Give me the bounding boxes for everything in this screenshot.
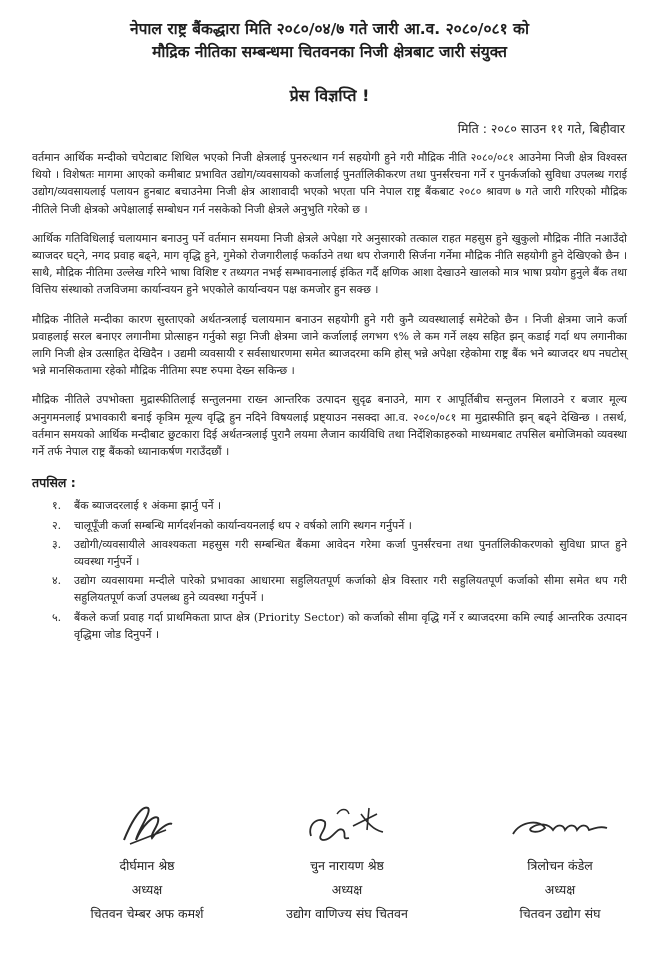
signatory-1 (72, 800, 222, 926)
handwritten-signature-1 (112, 800, 182, 850)
list-item (52, 536, 627, 570)
tapsil-list (32, 497, 627, 643)
list-item-number: ४. (52, 574, 62, 588)
document-title (32, 18, 627, 64)
signatory-org: उद्योग वाणिज्य संघ चितवन (286, 906, 408, 921)
paragraph-3: मौद्रिक नीतिले मन्दीका कारण सुस्ताएको अर्थतन्त्रलाई चलायमान बनाउन सहयोगी हुने गरी कुनै व्यवस्थालाई समेटेको छैन । निजी क्षेत्रमा जाने कर्जा प्रवाहलाई सरल बनाएर लगानीमा प्रोत्साहन गर्नुको सट्टा निजी क्षेत्रमा जाने कर्जालाई लगभग ९% ले कम गर्ने लक्ष्य सहित झन् कडाई गर्दा थप लगानीका लागि निजी क्षेत्र उत्साहित देखिदैन । उद्यमी व्यवसायी र सर्वसाधारणमा समेत ब्याजदरमा कमि होस् भन्ने अपेक्षा रहेकोमा राष्ट्र बैंक भने ब्याजदर थप नघटोस् भन्ने मानसिकतामा रहेको मौद्रिक नीतिमा स्पष्ट रुपमा देख्न सकिन्छ । (32, 312, 627, 378)
signatory-name: दीर्घमान श्रेष्ठ (119, 858, 175, 873)
signatory-role: अध्यक्ष (131, 882, 163, 897)
paragraph-1: वर्तमान आर्थिक मन्दीको चपेटाबाट शिथिल भएको निजी क्षेत्रलाई पुनरुत्थान गर्न सहयोगी हुने गरी मौद्रिक नीति २०८०/०८१ आउनेमा निजी क्षेत्र विश्वस्त थियो । विशेषतः मागमा आएको कमीबाट प्रभावित उद्योग/व्यवसायको कर्जालाई पुनर्तालिकीकरण तथा पुनर्संरचना गर्ने र पुनर्कर्जाको सुविधा उपलब्ध गराई उद्योग/व्यवसायलाई पलायन हुनबाट बचाउनेमा निजी क्षेत्र आशावादी भएको भएता पनि नेपाल राष्ट्र बैंकबाट २०८० श्रावण ७ गते जारी गरिएको मौद्रिक नीतिले निजी क्षेत्रको अपेक्षालाई सम्बोधन गर्न नसकेको निजी क्षेत्रले अनुभुति गरेको छ । (32, 151, 627, 216)
signatory-org: चितवन चेम्बर अफ कमर्श (90, 906, 204, 921)
signatory-role: अध्यक्ष (544, 882, 576, 897)
signature-block (0, 800, 655, 960)
list-item (52, 609, 627, 643)
list-item-number: ५. (52, 610, 62, 624)
title-line-2: मौद्रिक नीतिका सम्बन्धमा चितवनका निजी क्षेत्रबाट जारी संयुक्त (152, 43, 507, 61)
list-item-number: ३. (52, 537, 62, 551)
list-item-text: उद्योगी/व्यवसायीले आवश्यकता महसुस गरी सम्बन्धित बैंकमा आवेदन गरेमा कर्जा पुनर्संरचना तथा पुनर्तालिकीकरणको सुविधा प्राप्त हुने व्यवस्था गर्नुपर्ने । (74, 537, 627, 569)
list-item (52, 572, 627, 606)
tapsil-heading: तपसिल : (32, 475, 76, 491)
list-item-text: उद्योग व्यवसायमा मन्दीले पारेको प्रभावका आधारमा सहुलियतपूर्ण कर्जाको क्षेत्र विस्तार गरी सहुलियतपूर्ण कर्जाको सीमा समेत थप गरी सहुलियतपूर्ण कर्जा उपलब्ध हुने व्यवस्था गर्नुपर्ने । (74, 574, 627, 605)
list-item (52, 517, 627, 534)
paragraph-2: आर्थिक गतिविधिलाई चलायमान बनाउनु पर्ने वर्तमान समयमा निजी क्षेत्रले अपेक्षा गरे अनुसारको तत्काल राहत महसुस हुने खुकुलो मौद्रिक नीति नआउँदो ब्याजदर घट्ने, नगद प्रवाह बढ्ने, माग वृद्धि हुने, गुमेको रोजगारीलाई फर्काउने तथा थप रोजगारी सिर्जना गर्नेमा मौद्रिक नीति सहयोगी हुने देखिएको छैन । साथै, मौद्रिक नीतिमा उल्लेख गरिने भाषा विशिष्ट र तथ्यगत नभई सम्भावनालाई इंकित गर्दै क्षणिक आशा देखाउने खालको मात्र भाषा प्रयोग हुनुले बैंक तथा वित्तिय संस्थाको तजविजमा कार्यान्वयन हुने भएकोले कार्यान्वयन पक्ष कमजोर हुन सक्छ । (32, 231, 628, 297)
signatory-3 (490, 800, 630, 926)
list-item-number: १. (52, 499, 62, 513)
list-item-number: २. (52, 518, 62, 532)
handwritten-signature-3 (505, 800, 615, 850)
list-item-text: बैंक ब्याजदरलाई १ अंकमा झार्नु पर्ने । (74, 499, 222, 513)
document-body (32, 149, 627, 643)
list-item (52, 497, 627, 514)
list-item-text: चालूपूँजी कर्जा सम्बन्धि मार्गदर्शनको कार्यान्वयनलाई थप २ वर्षको लागि स्थगन गर्नुपर्ने । (74, 518, 412, 532)
list-item-text: बैंकले कर्जा प्रवाह गर्दा प्राथमिकता प्राप्त क्षेत्र (Priority Sector) को कर्जाको सीमा वृद्धि गर्ने र ब्याजदरमा कमि ल्याई आन्तरिक उत्पादन वृद्धिमा जोड दिनुपर्ने । (74, 610, 627, 641)
signatory-org: चितवन उद्योग संघ (519, 906, 601, 921)
signatory-role: अध्यक्ष (331, 882, 363, 897)
signatory-name: चुन नारायण श्रेष्ठ (310, 858, 384, 873)
signatory-name: त्रिलोचन कंडेल (527, 858, 593, 873)
document-subtitle: प्रेस विज्ञप्ति ! (289, 86, 370, 105)
paragraph-4: मौद्रिक नीतिले उपभोक्ता मुद्रास्फीतिलाई सन्तुलनमा राख्न आन्तरिक उत्पादन सुदृढ बनाउने, माग र आपूर्तिबीच सन्तुलन मिलाउने र बजार मूल्य अनुगमनलाई प्रभावकारी बनाई कृत्रिम मूल्य वृद्धि हुन नदिने विषयलाई प्रष्ट्याउन नसक्दा आ.व. २०८०/०८१ मा मुद्रास्फीति झन् बढ्ने देखिन्छ । तसर्थ, वर्तमान समयको आर्थिक मन्दीबाट छुटकारा दिई अर्थतन्त्रलाई पुरानै लयमा लैजान कार्यविधि तथा निर्देशिकाहरुको माध्यमबाट तपसिल बमोजिमको व्यवस्था गर्ने तर्फ नेपाल राष्ट्र बैंकको ध्यानाकर्षण गराउँदछौं । (32, 393, 627, 459)
handwritten-signature-2 (297, 800, 397, 850)
signatory-2 (262, 800, 432, 926)
title-line-1: नेपाल राष्ट्र बैंकद्धारा मिति २०८०/०४/७ गते जारी आ.व. २०८०/०८१ को (130, 20, 529, 38)
document-date: मिति : २०८० साउन ११ गते, बिहीवार (457, 121, 625, 136)
